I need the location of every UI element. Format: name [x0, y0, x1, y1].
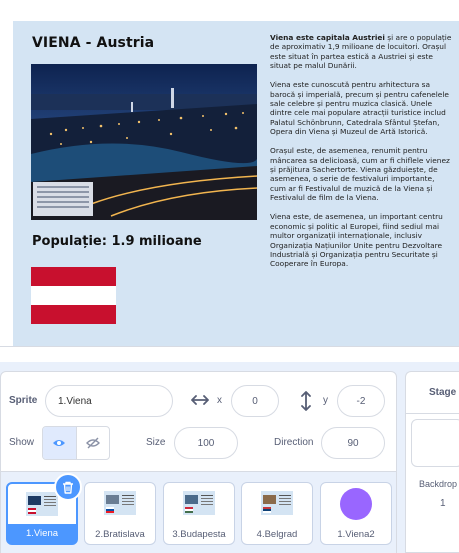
- stage-panel: [405, 371, 459, 553]
- sprite-tile-label: 4.Belgrad: [256, 529, 298, 540]
- sprite-label: Sprite: [9, 395, 38, 406]
- size-label: Size: [146, 437, 166, 448]
- visibility-toggle: [42, 426, 110, 460]
- paragraph: Viena este, de asemenea, un important centru economic și politic al Europei, fiind sediul mai multor organizații internaționale, inclusiv Organizația Națiunilor Unite pentru Dezvoltare Industrială și Organizația pentru Securitate și Cooperare în Europa.: [270, 212, 443, 269]
- eye-icon: [52, 438, 66, 448]
- stage-panel-title: Stage: [406, 372, 459, 414]
- flag-stripe-top: [31, 267, 116, 286]
- backdrops-label: Backdrop: [419, 479, 458, 489]
- sprite-thumbnail: [261, 491, 293, 515]
- y-input[interactable]: -2: [337, 385, 385, 417]
- population-label: Populație: 1.9 milioane: [32, 234, 202, 249]
- sprite-tile-bratislava[interactable]: [84, 482, 156, 545]
- show-hidden-button[interactable]: [77, 427, 110, 459]
- delete-sprite-button[interactable]: [54, 473, 82, 501]
- direction-label: Direction: [274, 437, 314, 448]
- sprite-tile-viena2[interactable]: [320, 482, 392, 545]
- sprite-thumbnail: [26, 492, 58, 516]
- sprite-thumbnail: [104, 491, 136, 515]
- y-label: y: [323, 395, 328, 406]
- sprite-tile-budapesta[interactable]: [163, 482, 235, 545]
- y-arrows-icon: [299, 391, 313, 416]
- show-label: Show: [9, 437, 35, 448]
- stage-thumbnail[interactable]: [411, 419, 459, 467]
- austria-flag: [31, 267, 116, 324]
- paragraph: Viena este capitala Austriei și are o populație de aproximativ 1,9 milioane de locuitori. Orașul este situat în partea estică a Austriei și este situat pe malul Dunării.: [270, 33, 452, 71]
- sprite-tile-label: 3.Budapesta: [172, 529, 226, 540]
- sprite-thumbnail: [183, 491, 215, 515]
- sprite-tile-label: 1.Viena2: [337, 529, 375, 540]
- flag-stripe-middle: [31, 286, 116, 305]
- city-title: VIENA - Austria: [32, 35, 155, 51]
- flag-stripe-bottom: [31, 305, 116, 324]
- description-text: [270, 33, 452, 278]
- sprite-tile-label: 2.Bratislava: [95, 529, 145, 540]
- eye-slash-icon: [86, 437, 100, 449]
- paragraph: Orașul este, de asemenea, renumit pentru mâncarea sa delicioasă, cum ar fi chiflele vienez și prăjitura Sachertorte. Viena găzduiește, de asemenea, o serie de festivaluri importante, cum ar fi Festivalul de muzică de la Viena și Festivalul de film de la Viena.: [270, 146, 450, 203]
- backdrops-count: 1: [440, 498, 446, 509]
- size-input[interactable]: 100: [174, 427, 238, 459]
- direction-input[interactable]: 90: [321, 427, 385, 459]
- stage-bottom-gap: [0, 346, 459, 362]
- trash-icon: [62, 481, 74, 494]
- x-input[interactable]: 0: [231, 385, 279, 417]
- paragraph: Viena este cunoscută pentru arhitectura sa barocă și imperială, precum și pentru cafenelele sale celebre și pentru muzica clasică. Unele dintre cele mai populare atracții turistice includ Palatul Schönbrunn, Catedrala Sfântul Ștefan, Opera din Viena și Muzeul de Artă Istorică.: [270, 80, 449, 137]
- sprite-tile-label: 1.Viena: [8, 524, 76, 543]
- sprite-name-input[interactable]: 1.Viena: [45, 385, 173, 417]
- city-photo: [31, 64, 257, 220]
- stage-canvas[interactable]: [13, 21, 459, 346]
- x-arrows-icon: [191, 393, 209, 412]
- show-visible-button[interactable]: [43, 427, 77, 459]
- x-label: x: [217, 395, 222, 406]
- sprite-tile-belgrad[interactable]: [241, 482, 313, 545]
- sprite-thumbnail: [340, 488, 372, 520]
